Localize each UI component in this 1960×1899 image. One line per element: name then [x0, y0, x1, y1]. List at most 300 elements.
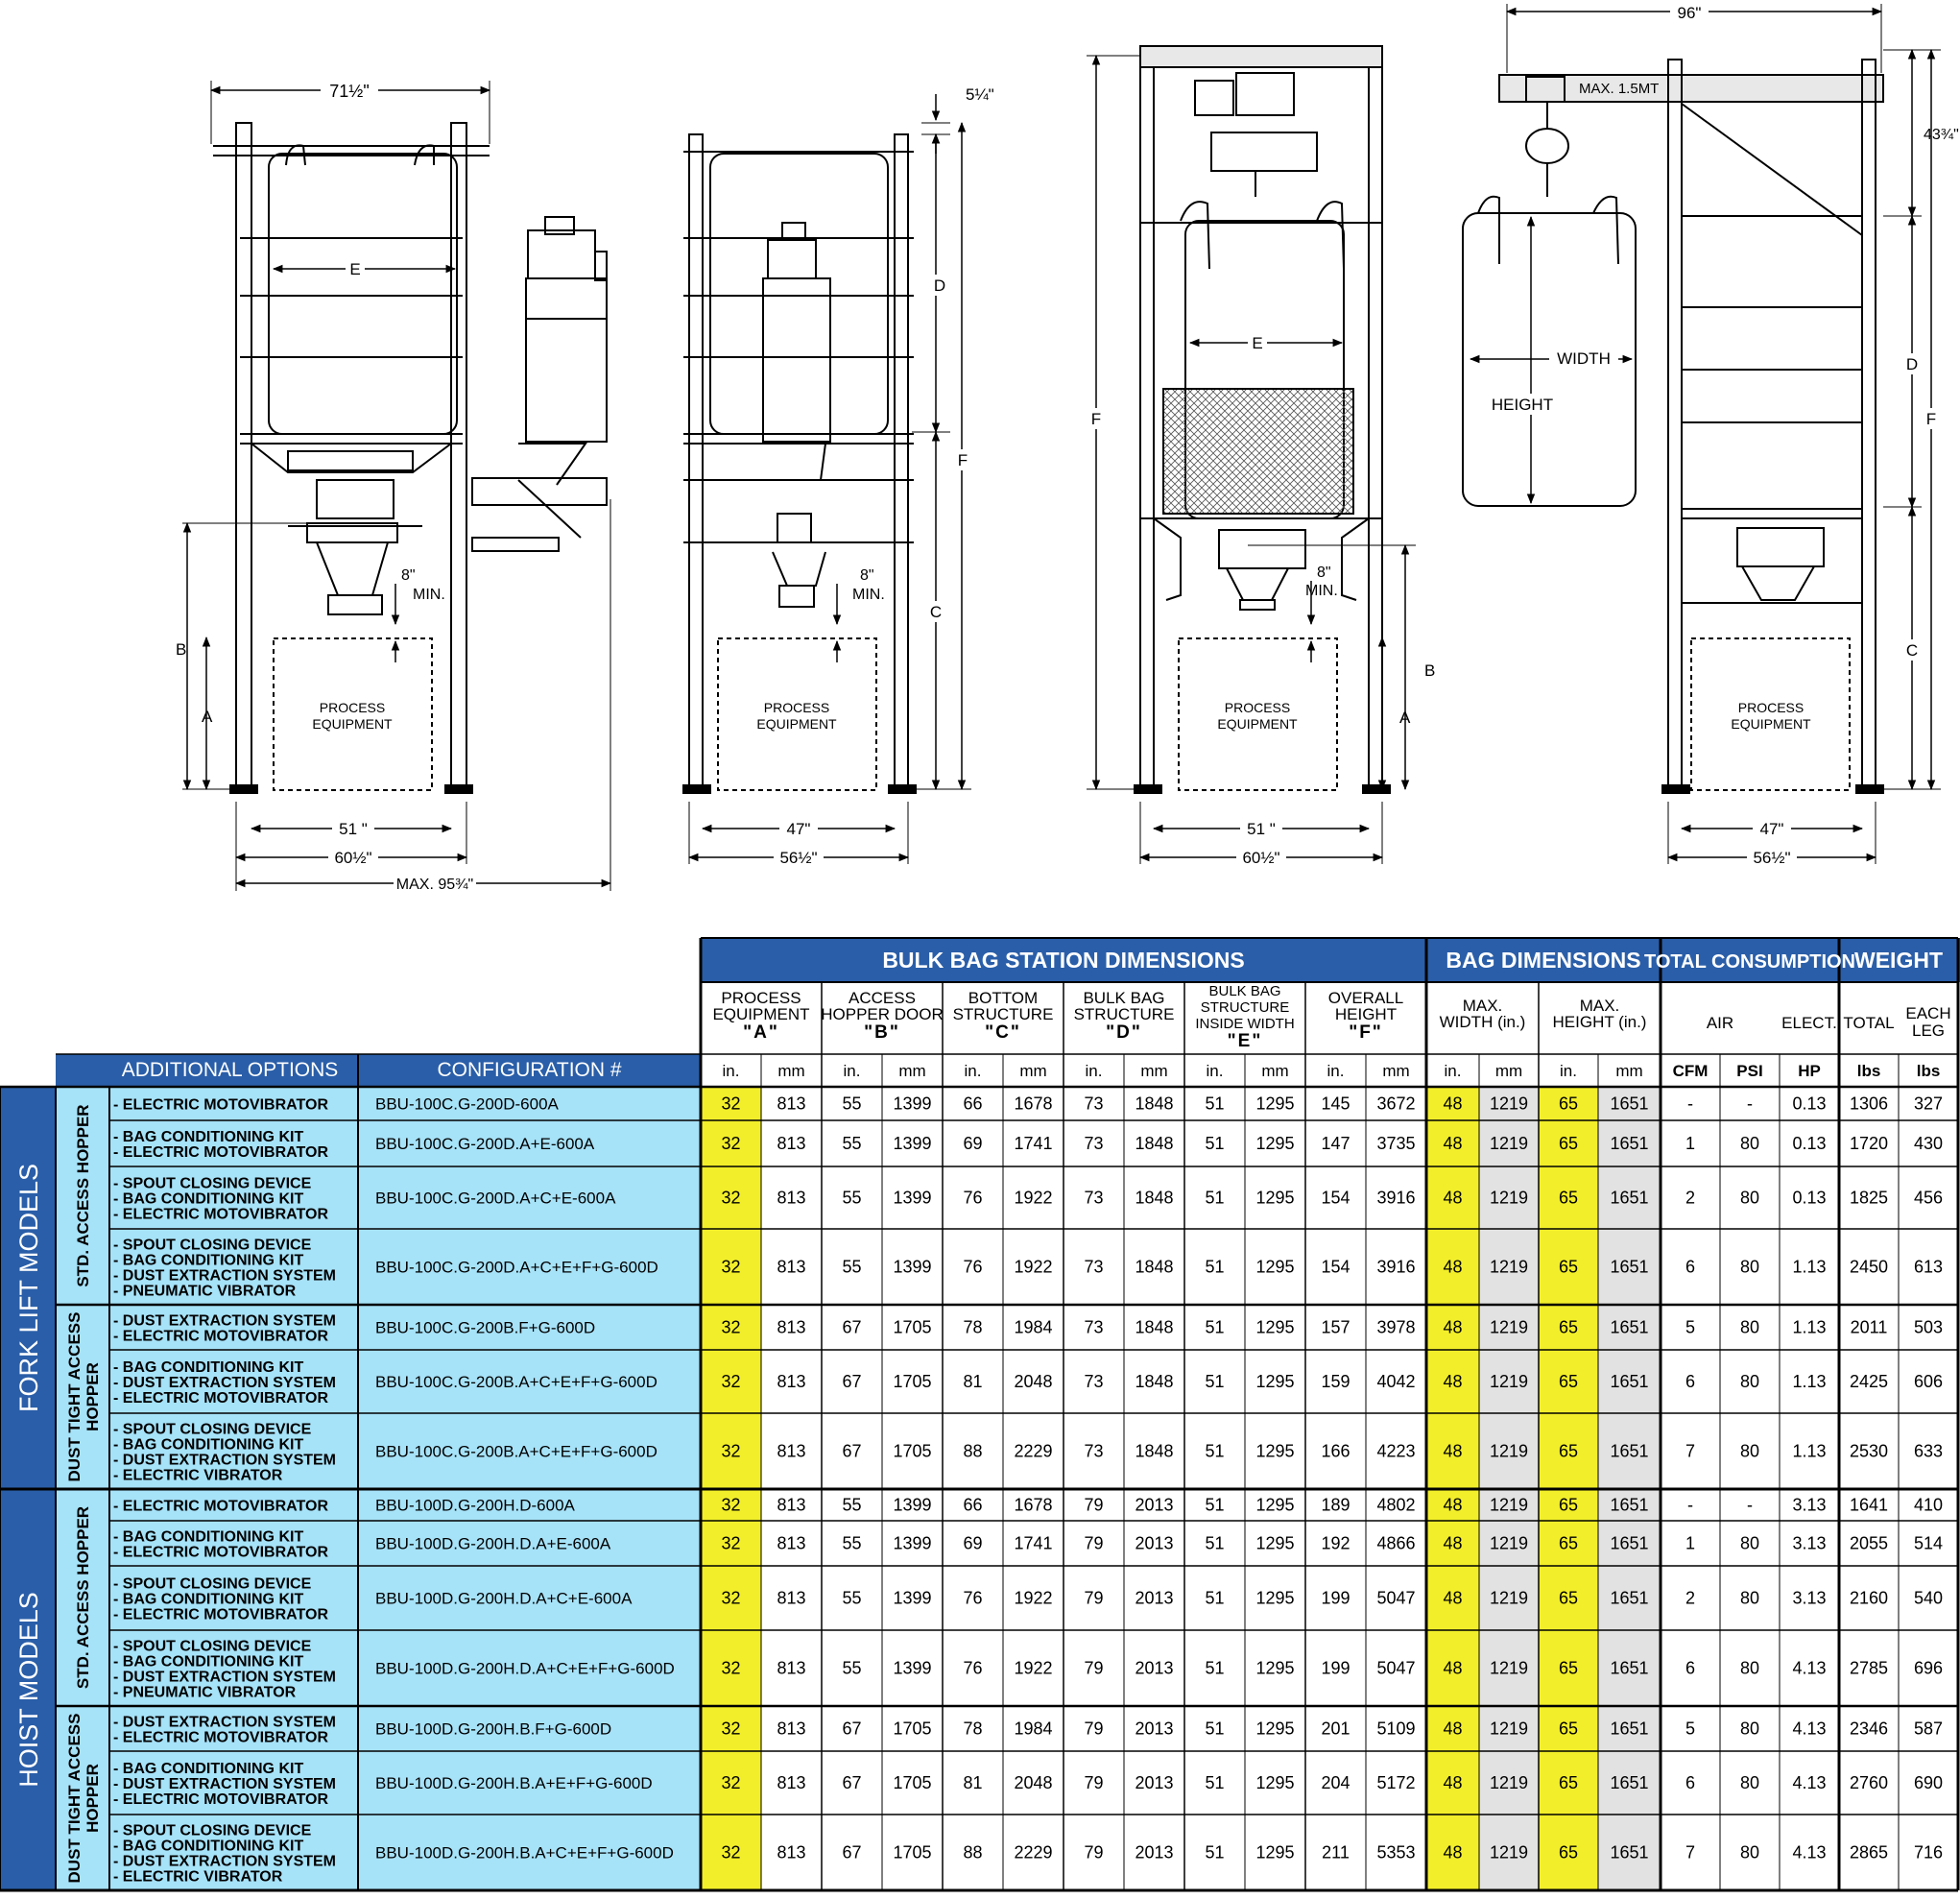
unit-label: in. [1444, 1062, 1462, 1080]
value-cell: 73 [1084, 1188, 1104, 1208]
value-cell: 51 [1205, 1495, 1225, 1515]
value-cell: 4802 [1376, 1495, 1416, 1515]
option-text: - DUST EXTRACTION SYSTEM [113, 1375, 337, 1391]
value-cell: 65 [1558, 1495, 1579, 1515]
option-text: - ELECTRIC MOTOVIBRATOR [113, 1206, 328, 1223]
dim-inner-width: 47" [1759, 820, 1784, 838]
value-cell: 3916 [1376, 1188, 1416, 1208]
value-cell: 1219 [1489, 1317, 1529, 1337]
value-cell: 1705 [893, 1317, 932, 1337]
dim-label-f: F [1925, 410, 1937, 428]
view-forklift-front [182, 81, 610, 891]
value-cell: 813 [777, 1773, 806, 1792]
value-cell: 813 [777, 1257, 806, 1277]
value-cell: 1219 [1489, 1495, 1529, 1515]
group-header-station: BULK BAG STATION DIMENSIONS [882, 948, 1245, 973]
value-cell: 1219 [1489, 1188, 1529, 1208]
value-cell: 1922 [1014, 1188, 1053, 1208]
process-equipment-line1: PROCESS [1737, 700, 1805, 715]
process-equipment-line1: PROCESS [1224, 700, 1291, 715]
subgroup-label: HOPPER [84, 1362, 102, 1431]
value-cell: 48 [1443, 1188, 1463, 1208]
value-cell: 3735 [1376, 1134, 1416, 1153]
option-text: - BAG CONDITIONING KIT [113, 1129, 304, 1145]
value-cell: 55 [842, 1495, 862, 1515]
option-text: - DUST EXTRACTION SYSTEM [113, 1452, 337, 1469]
value-cell: 1295 [1255, 1317, 1295, 1337]
value-cell: 2013 [1135, 1842, 1174, 1863]
value-cell: 813 [777, 1317, 806, 1337]
value-cell: 2229 [1014, 1441, 1053, 1461]
dim-label-b: B [1424, 661, 1436, 680]
value-cell: 813 [777, 1588, 806, 1608]
option-text: - DUST EXTRACTION SYSTEM [113, 1853, 337, 1870]
value-cell: 80 [1739, 1317, 1760, 1337]
value-cell: 1741 [1014, 1134, 1053, 1153]
value-cell: 5047 [1376, 1588, 1416, 1608]
unit-label: in. [1206, 1062, 1224, 1080]
dim-min-gap-suffix: MIN. [413, 587, 445, 603]
value-cell: 65 [1558, 1773, 1579, 1792]
value-cell: 88 [963, 1842, 983, 1863]
value-cell: 0.13 [1792, 1188, 1827, 1208]
specification-table [0, 936, 1960, 1899]
value-cell: 65 [1558, 1588, 1579, 1608]
value-cell: 48 [1443, 1719, 1463, 1739]
value-cell: 6 [1685, 1257, 1696, 1277]
value-cell: 1848 [1135, 1441, 1174, 1461]
unit-label: mm [1615, 1062, 1643, 1080]
value-cell: 813 [777, 1658, 806, 1678]
dim-label-width: WIDTH [1557, 349, 1611, 368]
option-text: - SPOUT CLOSING DEVICE [113, 1175, 312, 1192]
value-cell: 32 [721, 1188, 741, 1208]
dim-label-f: F [957, 451, 968, 469]
value-cell: 80 [1739, 1134, 1760, 1153]
column-heading: STRUCTURE [1200, 999, 1290, 1016]
value-cell: 587 [1913, 1719, 1944, 1739]
value-cell: 456 [1913, 1188, 1944, 1208]
value-cell: 5353 [1376, 1842, 1416, 1863]
column-heading: BULK BAG [1208, 983, 1281, 999]
value-cell: 4.13 [1792, 1842, 1827, 1863]
value-cell: 5 [1685, 1317, 1696, 1337]
value-cell: - [1687, 1094, 1693, 1114]
value-cell: 633 [1913, 1441, 1944, 1461]
value-cell: 1705 [893, 1842, 932, 1863]
unit-label: mm [777, 1062, 805, 1080]
dim-min-gap: 8" [860, 567, 874, 584]
value-cell: 1219 [1489, 1372, 1529, 1391]
value-cell: 65 [1558, 1441, 1579, 1461]
value-cell: 5047 [1376, 1658, 1416, 1678]
value-cell: 189 [1321, 1495, 1350, 1515]
value-cell: 80 [1739, 1773, 1760, 1792]
value-cell: 613 [1913, 1257, 1944, 1277]
value-cell: 2011 [1850, 1317, 1888, 1337]
value-cell: 4.13 [1792, 1773, 1827, 1792]
value-cell: 1295 [1255, 1658, 1295, 1678]
value-cell: 51 [1205, 1372, 1225, 1391]
column-heading: INSIDE WIDTH [1195, 1016, 1295, 1032]
value-cell: 1399 [893, 1658, 932, 1678]
value-cell: 3.13 [1792, 1495, 1827, 1515]
dim-label-c: C [929, 603, 943, 621]
value-cell: 51 [1205, 1842, 1225, 1863]
column-heading: HEIGHT (in.) [1552, 1013, 1647, 1031]
value-cell: 159 [1321, 1372, 1350, 1391]
value-cell: - [1687, 1495, 1693, 1515]
option-text: - ELECTRIC VIBRATOR [113, 1868, 283, 1886]
value-cell: 1705 [893, 1719, 932, 1739]
option-text: - ELECTRIC MOTOVIBRATOR [113, 1729, 328, 1746]
value-cell: 1848 [1135, 1134, 1174, 1153]
value-cell: 81 [963, 1773, 983, 1792]
value-cell: 67 [842, 1317, 862, 1337]
value-cell: 48 [1443, 1842, 1463, 1863]
value-cell: 32 [721, 1134, 741, 1153]
value-cell: 48 [1443, 1533, 1463, 1553]
value-cell: 1.13 [1792, 1441, 1827, 1461]
option-text: - ELECTRIC MOTOVIBRATOR [113, 1328, 328, 1345]
value-cell: 1 [1685, 1533, 1696, 1553]
unit-label: lbs [1856, 1062, 1881, 1080]
value-cell: 32 [721, 1441, 741, 1461]
value-cell: 1295 [1255, 1134, 1295, 1153]
value-cell: 65 [1558, 1842, 1579, 1863]
option-text: - BAG CONDITIONING KIT [113, 1838, 304, 1855]
value-cell: 1984 [1014, 1317, 1053, 1337]
dim-top-offset: 5¼" [966, 85, 994, 104]
option-text: - SPOUT CLOSING DEVICE [113, 1421, 312, 1438]
value-cell: 73 [1084, 1317, 1104, 1337]
value-cell: 51 [1205, 1533, 1225, 1553]
value-cell: 51 [1205, 1257, 1225, 1277]
option-text: - DUST EXTRACTION SYSTEM [113, 1267, 337, 1285]
value-cell: 79 [1084, 1588, 1104, 1608]
value-cell: 32 [721, 1842, 741, 1863]
value-cell: 4866 [1376, 1533, 1416, 1553]
subgroup-label: DUST TIGHT ACCESS [65, 1311, 84, 1482]
value-cell: 1219 [1489, 1441, 1529, 1461]
value-cell: 201 [1321, 1719, 1350, 1739]
value-cell: 73 [1084, 1257, 1104, 1277]
column-letter: "F" [1349, 1022, 1383, 1043]
column-letter: "A" [743, 1022, 779, 1043]
value-cell: 1651 [1610, 1094, 1649, 1114]
value-cell: 1295 [1255, 1533, 1295, 1553]
value-cell: 2530 [1849, 1441, 1889, 1461]
value-cell: 2013 [1135, 1588, 1174, 1608]
value-cell: 1651 [1610, 1134, 1649, 1153]
value-cell: 48 [1443, 1773, 1463, 1792]
value-cell: 79 [1084, 1719, 1104, 1739]
process-equipment-line2: EQUIPMENT [312, 716, 393, 732]
value-cell: 1295 [1255, 1257, 1295, 1277]
unit-label: mm [1019, 1062, 1047, 1080]
value-cell: 1984 [1014, 1719, 1053, 1739]
group-header-consumption: TOTAL CONSUMPTION [1644, 951, 1855, 973]
config-number: BBU-100C.G-200B.F+G-600D [375, 1318, 596, 1337]
value-cell: 327 [1913, 1094, 1944, 1114]
header-additional-options: ADDITIONAL OPTIONS [121, 1059, 339, 1081]
column-heading: OVERALL [1327, 989, 1404, 1007]
value-cell: 32 [721, 1317, 741, 1337]
value-cell: 80 [1739, 1588, 1760, 1608]
unit-label: mm [898, 1062, 926, 1080]
column-heading-leg: EACH [1905, 1004, 1951, 1022]
value-cell: 1705 [893, 1773, 932, 1792]
option-text: - BAG CONDITIONING KIT [113, 1436, 304, 1454]
dim-label-d: D [933, 276, 946, 295]
dim-inner-width: 51 " [339, 820, 368, 838]
value-cell: 1219 [1489, 1719, 1529, 1739]
value-cell: 1922 [1014, 1658, 1053, 1678]
dim-outer-width: 60½" [334, 849, 372, 867]
value-cell: 2785 [1849, 1658, 1889, 1678]
column-heading: HOPPER DOOR [821, 1005, 944, 1023]
value-cell: 0.13 [1792, 1094, 1827, 1114]
process-equipment-line1: PROCESS [319, 700, 386, 715]
unit-label: in. [964, 1062, 982, 1080]
value-cell: 73 [1084, 1094, 1104, 1114]
value-cell: 2160 [1849, 1588, 1889, 1608]
unit-label: mm [1494, 1062, 1523, 1080]
value-cell: 65 [1558, 1317, 1579, 1337]
value-cell: 1848 [1135, 1094, 1174, 1114]
value-cell: 813 [777, 1441, 806, 1461]
value-cell: 80 [1739, 1658, 1760, 1678]
option-text: - BAG CONDITIONING KIT [113, 1528, 304, 1546]
value-cell: 154 [1321, 1257, 1350, 1277]
value-cell: 1295 [1255, 1372, 1295, 1391]
value-cell: 1825 [1849, 1188, 1889, 1208]
value-cell: 813 [777, 1094, 806, 1114]
value-cell: 3978 [1376, 1317, 1416, 1337]
value-cell: 813 [777, 1372, 806, 1391]
value-cell: 81 [963, 1372, 983, 1391]
value-cell: 696 [1913, 1658, 1944, 1678]
value-cell: 199 [1321, 1658, 1350, 1678]
value-cell: 48 [1443, 1317, 1463, 1337]
value-cell: 1399 [893, 1533, 932, 1553]
value-cell: 410 [1913, 1495, 1944, 1515]
value-cell: 79 [1084, 1495, 1104, 1515]
group-header-weight: WEIGHT [1854, 948, 1943, 973]
value-cell: 2013 [1135, 1658, 1174, 1678]
value-cell: 32 [721, 1495, 741, 1515]
option-text: - DUST EXTRACTION SYSTEM [113, 1776, 337, 1792]
value-cell: 67 [842, 1773, 862, 1792]
value-cell: 32 [721, 1094, 741, 1114]
option-text: - BAG CONDITIONING KIT [113, 1190, 304, 1208]
dim-top-height: 43¾" [1924, 127, 1959, 143]
value-cell: 157 [1321, 1317, 1350, 1337]
value-cell: 65 [1558, 1719, 1579, 1739]
value-cell: 1641 [1849, 1495, 1889, 1515]
column-letter: "B" [864, 1022, 900, 1043]
dim-label-b: B [176, 640, 187, 659]
value-cell: 1295 [1255, 1188, 1295, 1208]
value-cell: 166 [1321, 1441, 1350, 1461]
value-cell: 76 [963, 1188, 983, 1208]
value-cell: 1848 [1135, 1188, 1174, 1208]
value-cell: 5172 [1376, 1773, 1416, 1792]
value-cell: 1295 [1255, 1441, 1295, 1461]
value-cell: 48 [1443, 1372, 1463, 1391]
option-text: - SPOUT CLOSING DEVICE [113, 1575, 312, 1593]
value-cell: 1219 [1489, 1094, 1529, 1114]
value-cell: 1651 [1610, 1588, 1649, 1608]
option-text: - ELECTRIC MOTOVIBRATOR [113, 1096, 328, 1114]
value-cell: 1399 [893, 1588, 932, 1608]
value-cell: 1741 [1014, 1533, 1053, 1553]
option-text: - BAG CONDITIONING KIT [113, 1359, 304, 1376]
option-text: - ELECTRIC MOTOVIBRATOR [113, 1144, 328, 1161]
dim-label-a: A [202, 708, 213, 726]
value-cell: 430 [1913, 1134, 1944, 1153]
config-number: BBU-100D.G-200H.B.A+E+F+G-600D [375, 1774, 653, 1792]
value-cell: 4223 [1376, 1441, 1416, 1461]
value-cell: 1219 [1489, 1533, 1529, 1553]
option-text: - DUST EXTRACTION SYSTEM [113, 1714, 337, 1731]
value-cell: 65 [1558, 1658, 1579, 1678]
value-cell: 2 [1685, 1188, 1696, 1208]
option-text: - ELECTRIC MOTOVIBRATOR [113, 1606, 328, 1623]
value-cell: 78 [963, 1317, 983, 1337]
value-cell: 5 [1685, 1719, 1696, 1739]
value-cell: 2013 [1135, 1719, 1174, 1739]
dim-label-height: HEIGHT [1491, 396, 1554, 414]
value-cell: 51 [1205, 1188, 1225, 1208]
value-cell: 1219 [1489, 1658, 1529, 1678]
value-cell: 6 [1685, 1658, 1696, 1678]
column-heading: STRUCTURE [952, 1005, 1054, 1023]
value-cell: 51 [1205, 1588, 1225, 1608]
value-cell: 2760 [1849, 1773, 1889, 1792]
dim-min-gap: 8" [401, 567, 416, 584]
value-cell: 80 [1739, 1441, 1760, 1461]
option-text: - SPOUT CLOSING DEVICE [113, 1237, 312, 1254]
value-cell: 48 [1443, 1134, 1463, 1153]
value-cell: 1.13 [1792, 1257, 1827, 1277]
value-cell: 67 [842, 1842, 862, 1863]
unit-label: CFM [1672, 1062, 1709, 1080]
value-cell: 1651 [1610, 1658, 1649, 1678]
option-text: - BAG CONDITIONING KIT [113, 1252, 304, 1269]
value-cell: 32 [721, 1588, 741, 1608]
value-cell: 76 [963, 1658, 983, 1678]
value-cell: 66 [963, 1495, 983, 1515]
unit-label: in. [1560, 1062, 1577, 1080]
column-heading: MAX. [1462, 997, 1503, 1015]
option-text: - ELECTRIC MOTOVIBRATOR [113, 1390, 328, 1406]
value-cell: 6 [1685, 1773, 1696, 1792]
value-cell: 1.13 [1792, 1372, 1827, 1391]
column-heading-total: TOTAL [1843, 1014, 1895, 1032]
value-cell: 192 [1321, 1533, 1350, 1553]
value-cell: 3916 [1376, 1257, 1416, 1277]
column-heading: HEIGHT [1334, 1005, 1398, 1023]
value-cell: 51 [1205, 1441, 1225, 1461]
option-text: - BAG CONDITIONING KIT [113, 1761, 304, 1777]
value-cell: 813 [777, 1495, 806, 1515]
value-cell: 1651 [1610, 1372, 1649, 1391]
subgroup-label: DUST TIGHT ACCESS [65, 1713, 84, 1884]
header-configuration: CONFIGURATION # [437, 1059, 622, 1081]
value-cell: 1306 [1849, 1094, 1889, 1114]
value-cell: 65 [1558, 1533, 1579, 1553]
value-cell: 48 [1443, 1495, 1463, 1515]
value-cell: 1705 [893, 1372, 932, 1391]
value-cell: 73 [1084, 1441, 1104, 1461]
config-number: BBU-100D.G-200H.D.A+E-600A [375, 1534, 611, 1553]
value-cell: 199 [1321, 1588, 1350, 1608]
unit-label: HP [1798, 1062, 1821, 1080]
value-cell: 2 [1685, 1588, 1696, 1608]
value-cell: 80 [1739, 1372, 1760, 1391]
option-text: - SPOUT CLOSING DEVICE [113, 1822, 312, 1839]
value-cell: 79 [1084, 1842, 1104, 1863]
value-cell: 88 [963, 1441, 983, 1461]
value-cell: 51 [1205, 1094, 1225, 1114]
option-text: - ELECTRIC MOTOVIBRATOR [113, 1498, 328, 1515]
process-equipment-line1: PROCESS [763, 700, 830, 715]
column-heading-leg: LEG [1911, 1022, 1946, 1040]
value-cell: 67 [842, 1372, 862, 1391]
config-number: BBU-100C.G-200B.A+C+E+F+G-600D [375, 1373, 657, 1391]
dim-outer-width: 56½" [1753, 849, 1791, 867]
value-cell: 73 [1084, 1372, 1104, 1391]
value-cell: 55 [842, 1533, 862, 1553]
value-cell: 1219 [1489, 1588, 1529, 1608]
value-cell: 145 [1321, 1094, 1350, 1114]
dim-min-gap: 8" [1317, 565, 1331, 581]
view-hoist-front [1087, 46, 1416, 864]
column-letter: "E" [1227, 1031, 1263, 1051]
value-cell: 1295 [1255, 1588, 1295, 1608]
unit-label: mm [1382, 1062, 1410, 1080]
value-cell: 48 [1443, 1257, 1463, 1277]
value-cell: 2425 [1849, 1372, 1889, 1391]
value-cell: 690 [1913, 1773, 1944, 1792]
value-cell: 2013 [1135, 1533, 1174, 1553]
value-cell: 1.13 [1792, 1317, 1827, 1337]
value-cell: 147 [1321, 1134, 1350, 1153]
value-cell: 4.13 [1792, 1719, 1827, 1739]
value-cell: 48 [1443, 1441, 1463, 1461]
dim-label-d: D [1905, 355, 1919, 373]
value-cell: 606 [1913, 1372, 1944, 1391]
value-cell: 2450 [1849, 1257, 1889, 1277]
value-cell: 48 [1443, 1588, 1463, 1608]
config-number: BBU-100D.G-200H.D.A+C+E-600A [375, 1589, 633, 1608]
value-cell: 2865 [1849, 1842, 1889, 1863]
value-cell: 1651 [1610, 1719, 1649, 1739]
value-cell: 1678 [1014, 1094, 1053, 1114]
value-cell: 32 [721, 1773, 741, 1792]
value-cell: 2229 [1014, 1842, 1053, 1863]
value-cell: 5109 [1376, 1719, 1416, 1739]
config-number: BBU-100D.G-200H.B.A+C+E+F+G-600D [375, 1843, 674, 1863]
value-cell: 2346 [1849, 1719, 1889, 1739]
value-cell: 6 [1685, 1372, 1696, 1391]
option-text: - BAG CONDITIONING KIT [113, 1653, 304, 1671]
value-cell: 1295 [1255, 1773, 1295, 1792]
column-heading: BOTTOM [968, 989, 1039, 1007]
value-cell: 73 [1084, 1134, 1104, 1153]
option-text: - PNEUMATIC VIBRATOR [113, 1283, 297, 1300]
